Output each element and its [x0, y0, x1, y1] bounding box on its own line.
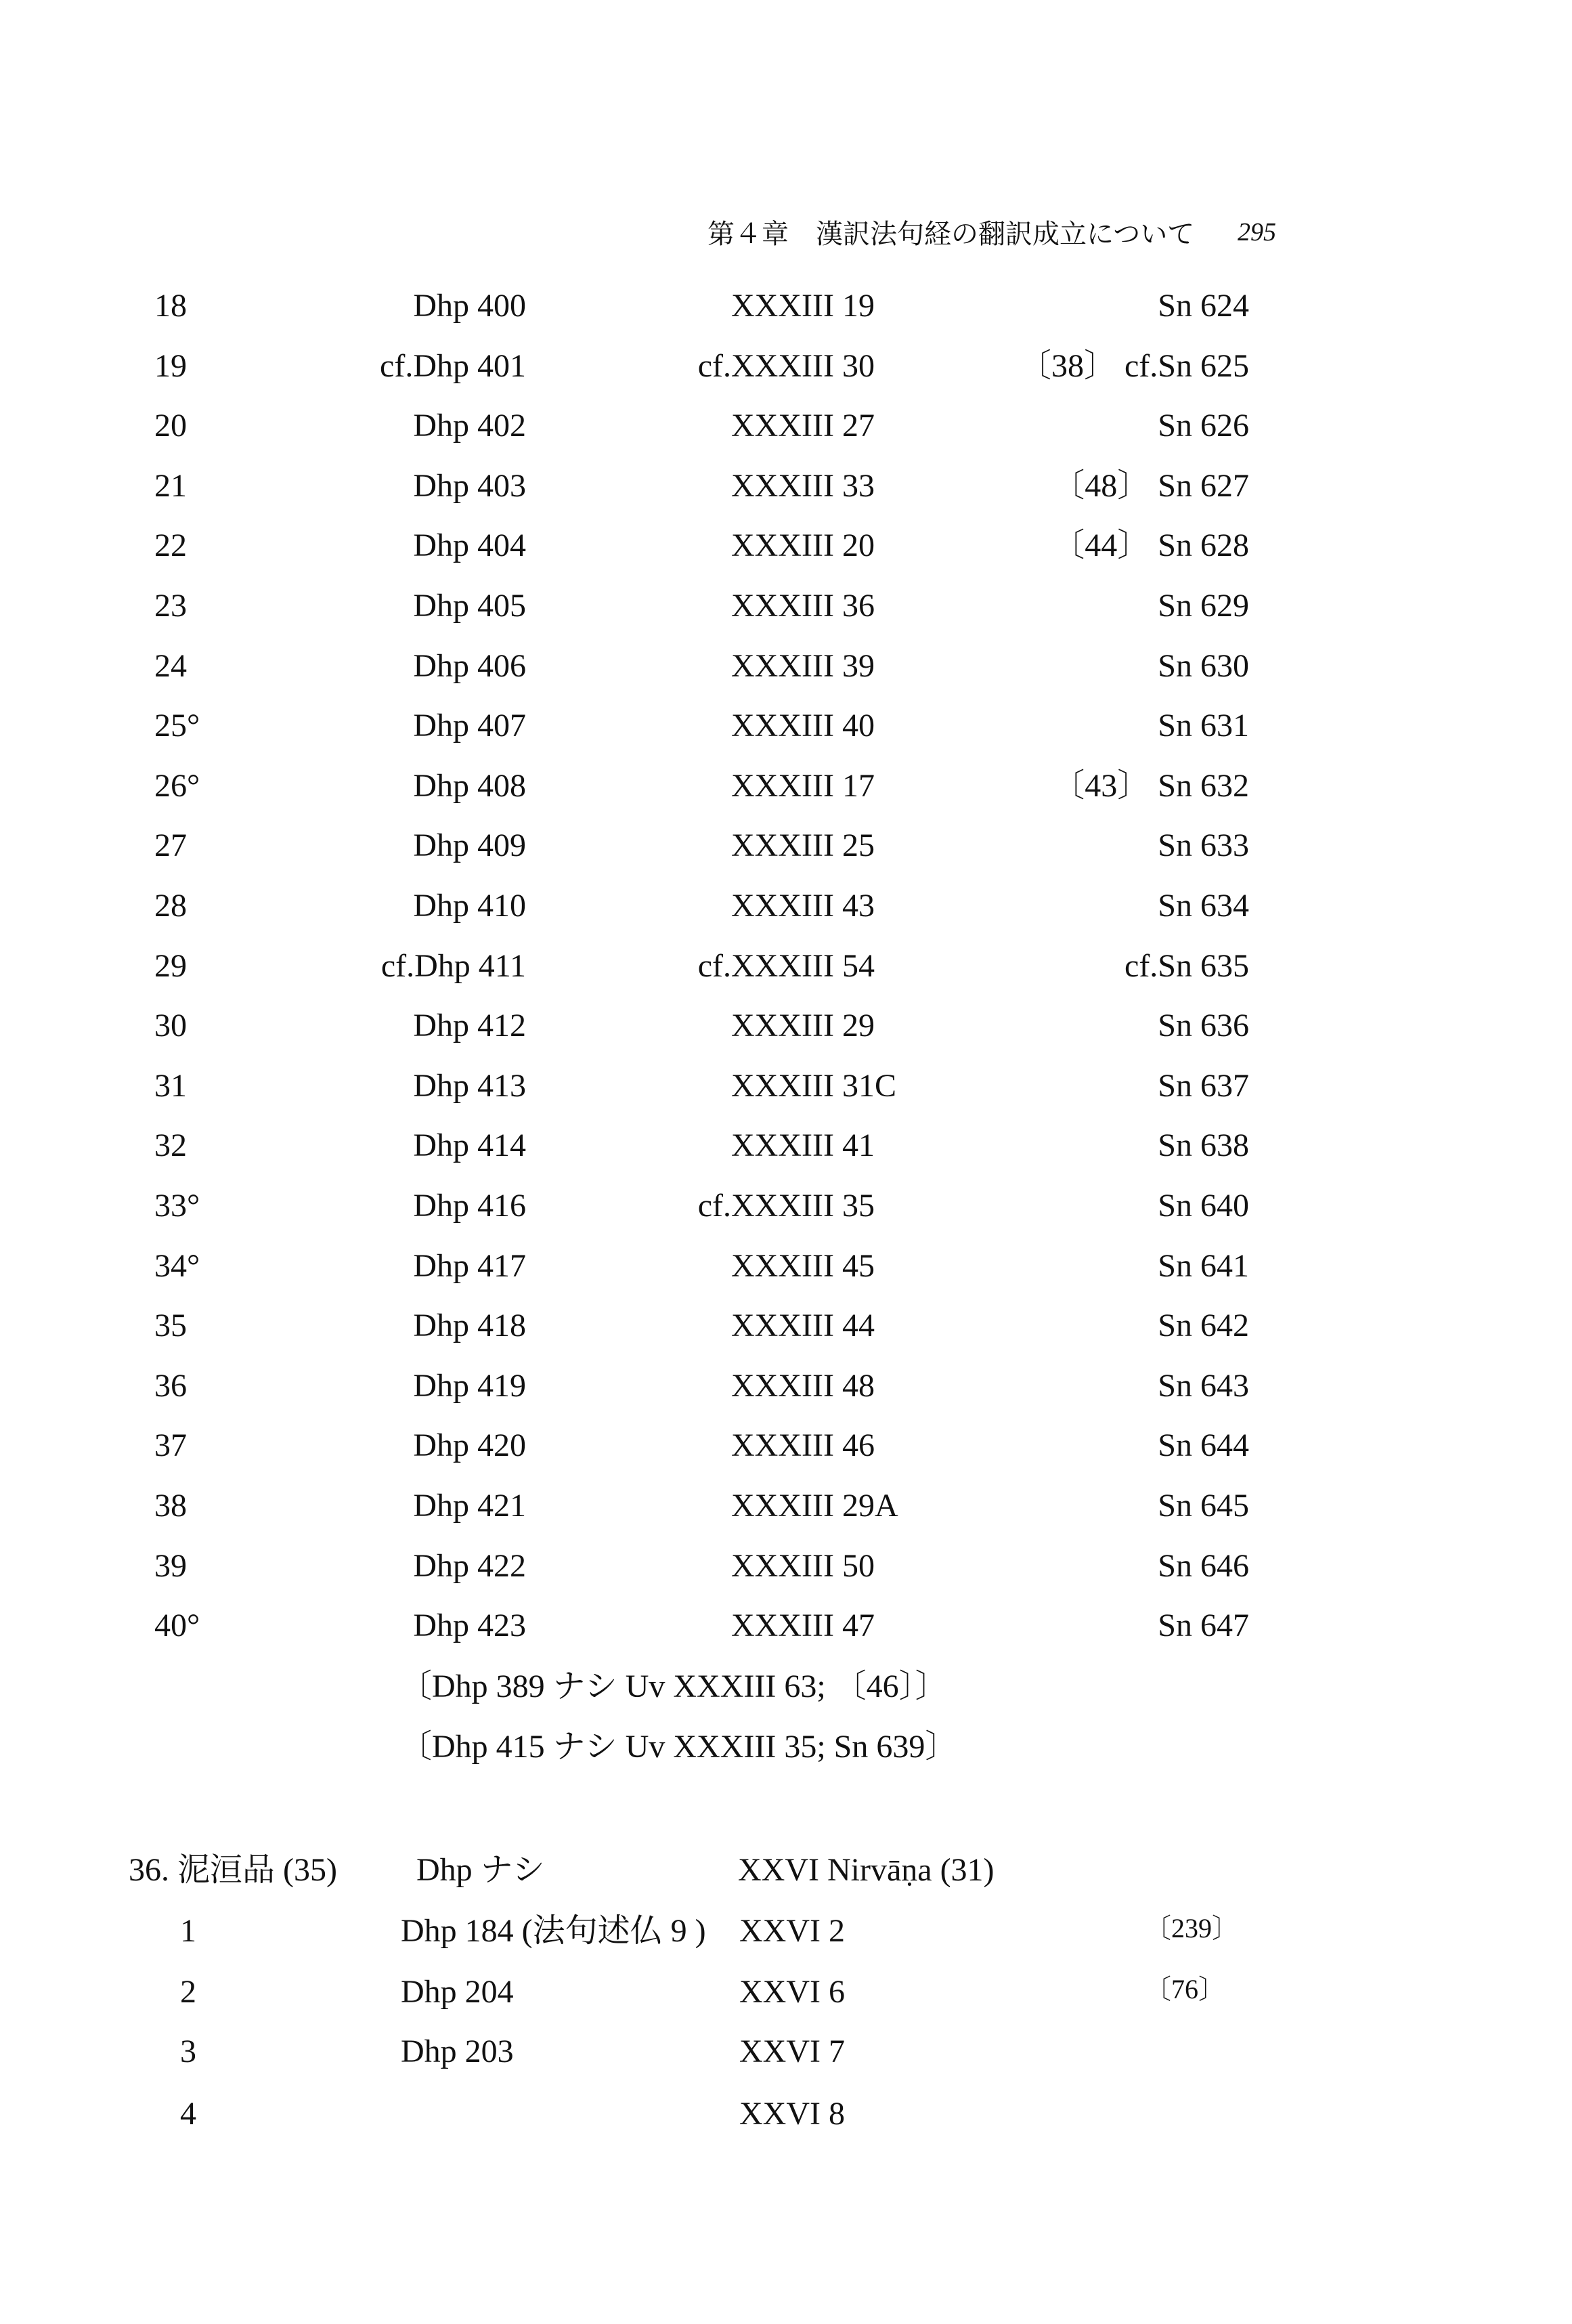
row-number: 36 [154, 1368, 187, 1404]
sn-ref: 〔76〕 [1144, 1974, 1225, 2004]
row-number: 2 [180, 1974, 196, 2010]
cf-prefix: cf. [697, 348, 731, 384]
uv-ref: XXVI 6 [739, 1974, 845, 2010]
uv-value: XXXIII 19 [731, 288, 875, 324]
dhp-ref: Dhp 404 [413, 528, 526, 563]
row-number: 27 [154, 827, 187, 863]
uv-value: XXXIII 41 [731, 1127, 875, 1163]
sn-ref: Sn 641 [1158, 1248, 1249, 1284]
uv-value: XXXIII 43 [731, 888, 875, 924]
sn-ref: Sn 629 [1158, 588, 1249, 624]
dhp-ref: Dhp 408 [413, 768, 526, 804]
uv-value: XXXIII 54 [731, 948, 875, 984]
dhp-ref: Dhp 403 [413, 468, 526, 504]
running-header: 第４章 漢訳法句経の翻訳成立について [707, 219, 1195, 249]
row-number: 19 [154, 348, 187, 384]
uv-value: XXXIII 40 [731, 708, 875, 744]
sn-ref: Sn 624 [1158, 288, 1249, 324]
uv-ref: XXVI 8 [739, 2096, 845, 2132]
row-number: 3 [180, 2034, 196, 2069]
uv-ref [731, 590, 875, 622]
uv-value: XXXIII 31C [731, 1068, 896, 1104]
section-heading: 36. 泥洹品 (35) [129, 1852, 337, 1888]
uv-value: XXXIII 35 [731, 1188, 875, 1224]
uv-value: XXXIII 50 [731, 1548, 875, 1584]
dhp-ref: Dhp 407 [413, 708, 526, 744]
uv-ref [697, 1188, 875, 1224]
uv-value: XXXIII 48 [731, 1368, 875, 1404]
row-number: 28 [154, 888, 187, 924]
dhp-ref: Dhp 422 [413, 1548, 526, 1584]
note-line: 〔Dhp 415 ナシ Uv XXXIII 35; Sn 639〕 [399, 1729, 958, 1765]
dhp-ref: Dhp 410 [413, 888, 526, 924]
uv-ref [731, 1550, 875, 1583]
uv-ref [731, 470, 875, 502]
uv-value: XXXIII 45 [731, 1248, 875, 1284]
sn-ref: Sn 631 [1158, 708, 1249, 744]
sn-ref: Sn 638 [1158, 1127, 1249, 1163]
dhp-ref: cf.Dhp 411 [380, 948, 526, 984]
dhp-ref: Dhp 184 (法句述仏 9 ) [401, 1913, 706, 1949]
dhp-ref: Dhp 421 [413, 1488, 526, 1524]
dhp-ref: Dhp 418 [413, 1308, 526, 1343]
sn-ref: 〔38〕 cf.Sn 625 [1019, 348, 1249, 384]
uv-ref [731, 827, 875, 863]
uv-value: XXXIII 36 [731, 588, 875, 624]
uv-value: XXXIII 44 [731, 1308, 875, 1343]
sn-ref: Sn 636 [1158, 1008, 1249, 1043]
uv-ref [731, 1490, 898, 1522]
dhp-ref: cf.Dhp 401 [380, 348, 526, 384]
row-number: 23 [154, 588, 187, 624]
uv-ref [731, 890, 875, 922]
uv-value: XXXIII 33 [731, 468, 875, 504]
dhp-ref: Dhp 203 [401, 2034, 514, 2069]
sn-ref: Sn 644 [1158, 1427, 1249, 1463]
uv-value: XXXIII 46 [731, 1427, 875, 1463]
dhp-ref: Dhp 413 [413, 1068, 526, 1104]
row-number: 1 [180, 1913, 196, 1949]
uv-ref: XXVI 7 [739, 2034, 845, 2069]
sn-ref: 〔239〕 [1144, 1913, 1239, 1943]
uv-ref [731, 710, 875, 742]
sn-ref: Sn 640 [1158, 1188, 1249, 1224]
row-number: 24 [154, 648, 187, 684]
uv-ref [731, 530, 875, 562]
uv-value: XXXIII 20 [731, 528, 875, 563]
uv-ref [697, 948, 875, 984]
section-dhp: Dhp ナシ [416, 1852, 545, 1888]
uv-value: XXXIII 29A [731, 1488, 898, 1524]
uv-ref [731, 1310, 875, 1342]
note-line: 〔Dhp 389 ナシ Uv XXXIII 63; 〔46〕〕 [399, 1669, 948, 1704]
sn-ref: Sn 643 [1158, 1368, 1249, 1404]
uv-value: XXXIII 29 [731, 1008, 875, 1043]
section-uv: XXVI Nirvāṇa (31) [738, 1852, 995, 1888]
dhp-ref: Dhp 417 [413, 1248, 526, 1284]
dhp-ref: Dhp 405 [413, 588, 526, 624]
dhp-ref: Dhp 423 [413, 1608, 526, 1643]
page-number: 295 [1238, 218, 1276, 246]
dhp-ref: Dhp 409 [413, 827, 526, 863]
cf-prefix: cf. [697, 948, 731, 984]
uv-ref [731, 1429, 875, 1462]
row-number: 21 [154, 468, 187, 504]
uv-ref: XXVI 2 [739, 1913, 845, 1949]
sn-ref: Sn 642 [1158, 1308, 1249, 1343]
sn-ref: 〔44〕 Sn 628 [1052, 528, 1249, 563]
uv-ref [731, 290, 875, 322]
uv-ref [731, 770, 875, 802]
uv-ref [731, 1070, 896, 1102]
sn-ref: 〔48〕 Sn 627 [1052, 468, 1249, 504]
uv-value: XXXIII 27 [731, 408, 875, 444]
sn-ref: Sn 637 [1158, 1068, 1249, 1104]
sn-ref: Sn 647 [1158, 1608, 1249, 1643]
row-number: 35 [154, 1308, 187, 1343]
row-number: 18 [154, 288, 187, 324]
dhp-ref: Dhp 406 [413, 648, 526, 684]
dhp-ref: Dhp 419 [413, 1368, 526, 1404]
row-number: 32 [154, 1127, 187, 1163]
sn-ref: Sn 646 [1158, 1548, 1249, 1584]
sn-ref: Sn 630 [1158, 648, 1249, 684]
uv-ref [731, 1129, 875, 1162]
dhp-ref: Dhp 412 [413, 1008, 526, 1043]
row-number: 20 [154, 408, 187, 444]
row-number: 33° [154, 1188, 200, 1224]
row-number: 34° [154, 1248, 200, 1284]
uv-value: XXXIII 47 [731, 1608, 875, 1643]
uv-value: XXXIII 30 [731, 348, 875, 384]
cf-prefix: cf. [697, 1188, 731, 1224]
dhp-ref: Dhp 204 [401, 1974, 514, 2010]
uv-ref [731, 1010, 875, 1042]
sn-ref: Sn 634 [1158, 888, 1249, 924]
row-number: 29 [154, 948, 187, 984]
sn-ref: cf.Sn 635 [1125, 948, 1249, 984]
dhp-ref: Dhp 416 [413, 1188, 526, 1224]
dhp-ref: Dhp 400 [413, 288, 526, 324]
uv-ref [731, 1610, 875, 1642]
row-number: 39 [154, 1548, 187, 1584]
row-number: 31 [154, 1068, 187, 1104]
uv-ref [697, 348, 875, 384]
uv-ref [731, 1250, 875, 1283]
row-number: 30 [154, 1008, 187, 1043]
sn-ref: Sn 645 [1158, 1488, 1249, 1524]
uv-ref [731, 650, 875, 683]
uv-value: XXXIII 39 [731, 648, 875, 684]
uv-ref [731, 410, 875, 442]
row-number: 40° [154, 1608, 200, 1643]
dhp-ref: Dhp 402 [413, 408, 526, 444]
dhp-ref: Dhp 414 [413, 1127, 526, 1163]
row-number: 26° [154, 768, 200, 804]
row-number: 38 [154, 1488, 187, 1524]
row-number: 37 [154, 1427, 187, 1463]
sn-ref: Sn 633 [1158, 827, 1249, 863]
row-number: 22 [154, 528, 187, 563]
row-number: 4 [180, 2096, 196, 2132]
dhp-ref: Dhp 420 [413, 1427, 526, 1463]
sn-ref: Sn 626 [1158, 408, 1249, 444]
sn-ref: 〔43〕 Sn 632 [1052, 768, 1249, 804]
row-number: 25° [154, 708, 200, 744]
uv-value: XXXIII 17 [731, 768, 875, 804]
uv-value: XXXIII 25 [731, 827, 875, 863]
uv-ref [731, 1370, 875, 1402]
